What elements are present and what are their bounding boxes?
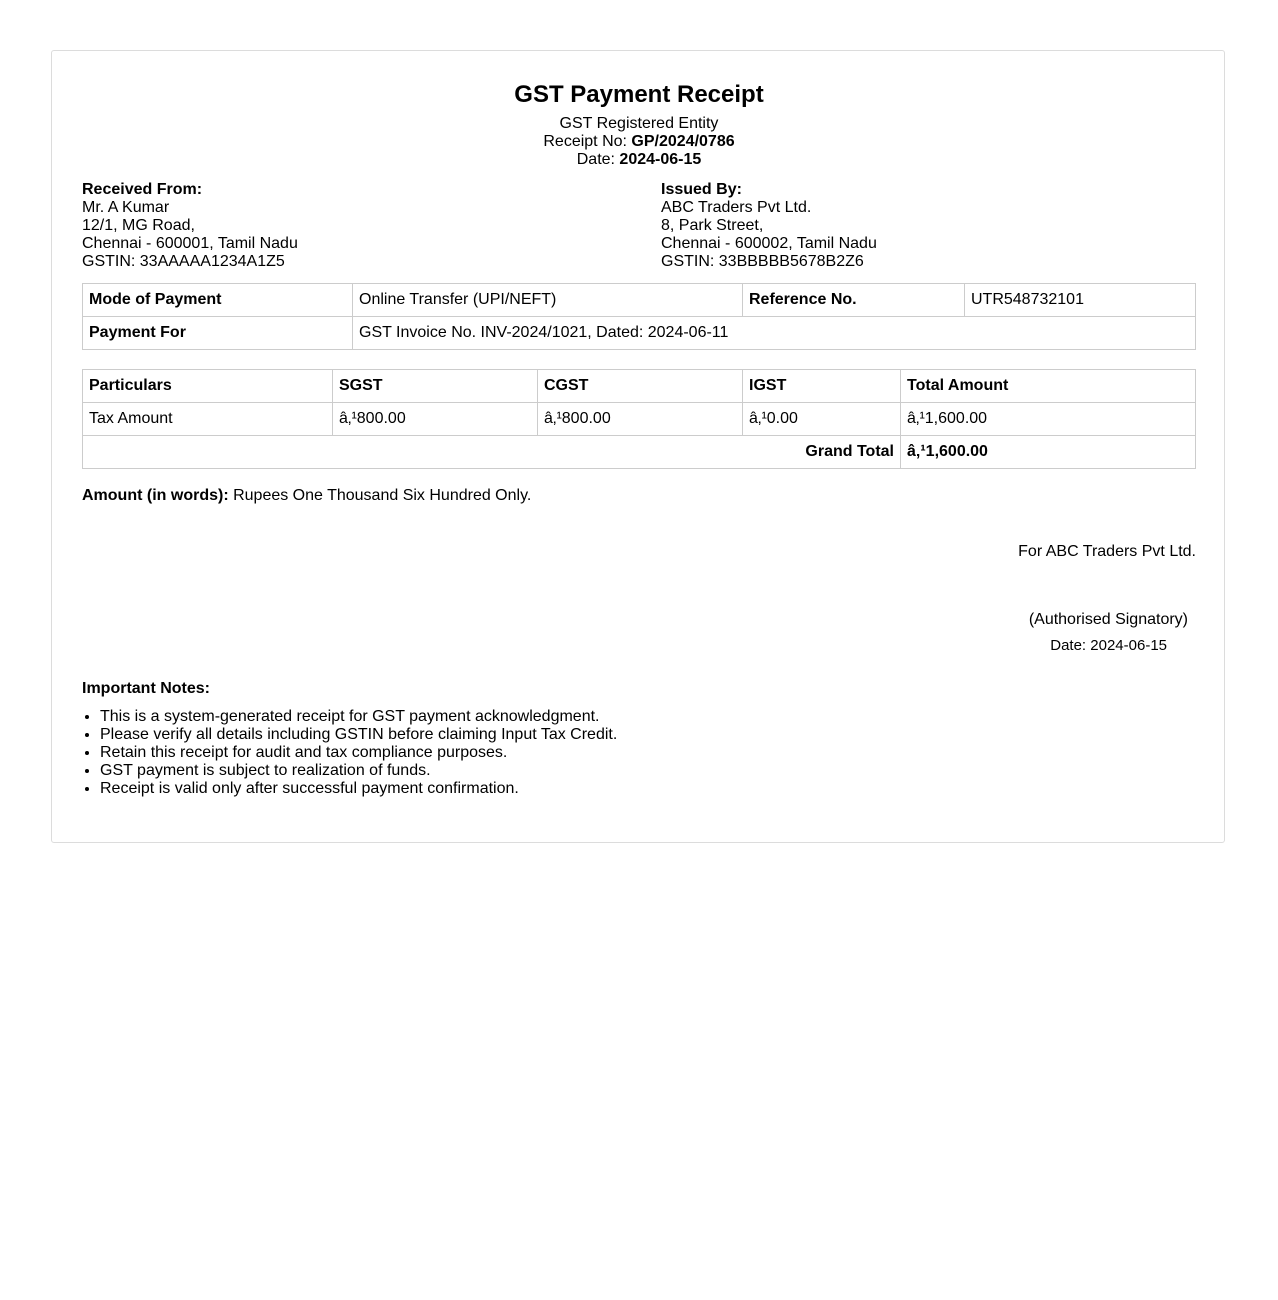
issued-by-heading: Issued By: bbox=[661, 181, 742, 198]
tax-table bbox=[82, 369, 1196, 469]
parties bbox=[82, 181, 1196, 271]
receipt-number-label: Receipt No: bbox=[543, 133, 632, 150]
received-from-heading: Received From: bbox=[82, 181, 203, 198]
payer-address-line1: 12/1, MG Road, bbox=[82, 217, 195, 234]
table-row bbox=[83, 403, 1196, 436]
column-header: Particulars bbox=[83, 370, 333, 403]
payer-name: Mr. A Kumar bbox=[82, 199, 170, 216]
receipt-page bbox=[51, 50, 1225, 843]
amount-in-words-label: Amount (in words): bbox=[82, 487, 229, 504]
important-notes-heading: Important Notes: bbox=[82, 680, 210, 697]
table-cell: â‚¹1,600.00 bbox=[901, 403, 1196, 436]
receipt-date bbox=[82, 151, 1196, 169]
grand-total-value: â‚¹1,600.00 bbox=[901, 436, 1196, 469]
for-company-line: For ABC Traders Pvt Ltd. bbox=[1018, 543, 1196, 560]
issuer-address-line1: 8, Park Street, bbox=[661, 217, 764, 234]
payment-for-value: GST Invoice No. INV-2024/1021, Dated: 2024-06-11 bbox=[353, 317, 1196, 350]
table-cell: â‚¹0.00 bbox=[743, 403, 901, 436]
receipt-date-label: Date: bbox=[576, 151, 620, 168]
reference-no-value: UTR548732101 bbox=[965, 284, 1196, 317]
signature-block bbox=[82, 505, 1196, 680]
receipt-header bbox=[82, 79, 1196, 169]
column-header: IGST bbox=[743, 370, 901, 403]
issuer-address-line2: Chennai - 600002, Tamil Nadu bbox=[661, 235, 877, 252]
table-cell: Tax Amount bbox=[83, 403, 333, 436]
receipt-number bbox=[82, 133, 1196, 151]
list-item: • Please verify all details including GSTIN before claiming Input Tax Credit. bbox=[100, 726, 1196, 744]
table-cell: â‚¹800.00 bbox=[333, 403, 538, 436]
list-item: • This is a system-generated receipt for GST payment acknowledgment. bbox=[100, 708, 1196, 726]
amount-in-words-value: Rupees One Thousand Six Hundred Only. bbox=[228, 487, 532, 504]
issued-by bbox=[661, 181, 1196, 271]
amount-in-words bbox=[82, 487, 1196, 505]
table-row bbox=[83, 317, 1196, 350]
table-header-row bbox=[83, 370, 1196, 403]
list-item: • GST payment is subject to realization of funds. bbox=[100, 762, 1196, 780]
receipt-title: GST Payment Receipt bbox=[514, 81, 764, 108]
column-header: SGST bbox=[333, 370, 538, 403]
list-item: • Retain this receipt for audit and tax compliance purposes. bbox=[100, 744, 1196, 762]
receipt-content bbox=[82, 79, 1196, 798]
signature-date: Date: 2024-06-15 bbox=[1050, 637, 1167, 654]
reference-no-label: Reference No. bbox=[743, 284, 965, 317]
grand-total-label: Grand Total bbox=[83, 436, 901, 469]
table-row bbox=[83, 284, 1196, 317]
payer-address-line2: Chennai - 600001, Tamil Nadu bbox=[82, 235, 298, 252]
received-from bbox=[82, 181, 661, 271]
column-header: CGST bbox=[538, 370, 743, 403]
mode-of-payment-label: Mode of Payment bbox=[83, 284, 353, 317]
important-notes-list bbox=[82, 708, 1196, 798]
mode-of-payment-value: Online Transfer (UPI/NEFT) bbox=[353, 284, 743, 317]
payment-details-table bbox=[82, 283, 1196, 350]
grand-total-row bbox=[83, 436, 1196, 469]
receipt-date-value: 2024-06-15 bbox=[619, 151, 702, 168]
payment-for-label: Payment For bbox=[83, 317, 353, 350]
list-item: • Receipt is valid only after successful payment confirmation. bbox=[100, 780, 1196, 798]
table-cell: â‚¹800.00 bbox=[538, 403, 743, 436]
issuer-name: ABC Traders Pvt Ltd. bbox=[661, 199, 812, 216]
entity-name: GST Registered Entity bbox=[559, 115, 719, 132]
receipt-number-value: GP/2024/0786 bbox=[631, 133, 735, 150]
column-header: Total Amount bbox=[901, 370, 1196, 403]
issuer-gstin: GSTIN: 33BBBBB5678B2Z6 bbox=[661, 253, 864, 270]
payer-gstin: GSTIN: 33AAAAA1234A1Z5 bbox=[82, 253, 285, 270]
authorised-signatory: (Authorised Signatory) bbox=[1028, 611, 1188, 628]
